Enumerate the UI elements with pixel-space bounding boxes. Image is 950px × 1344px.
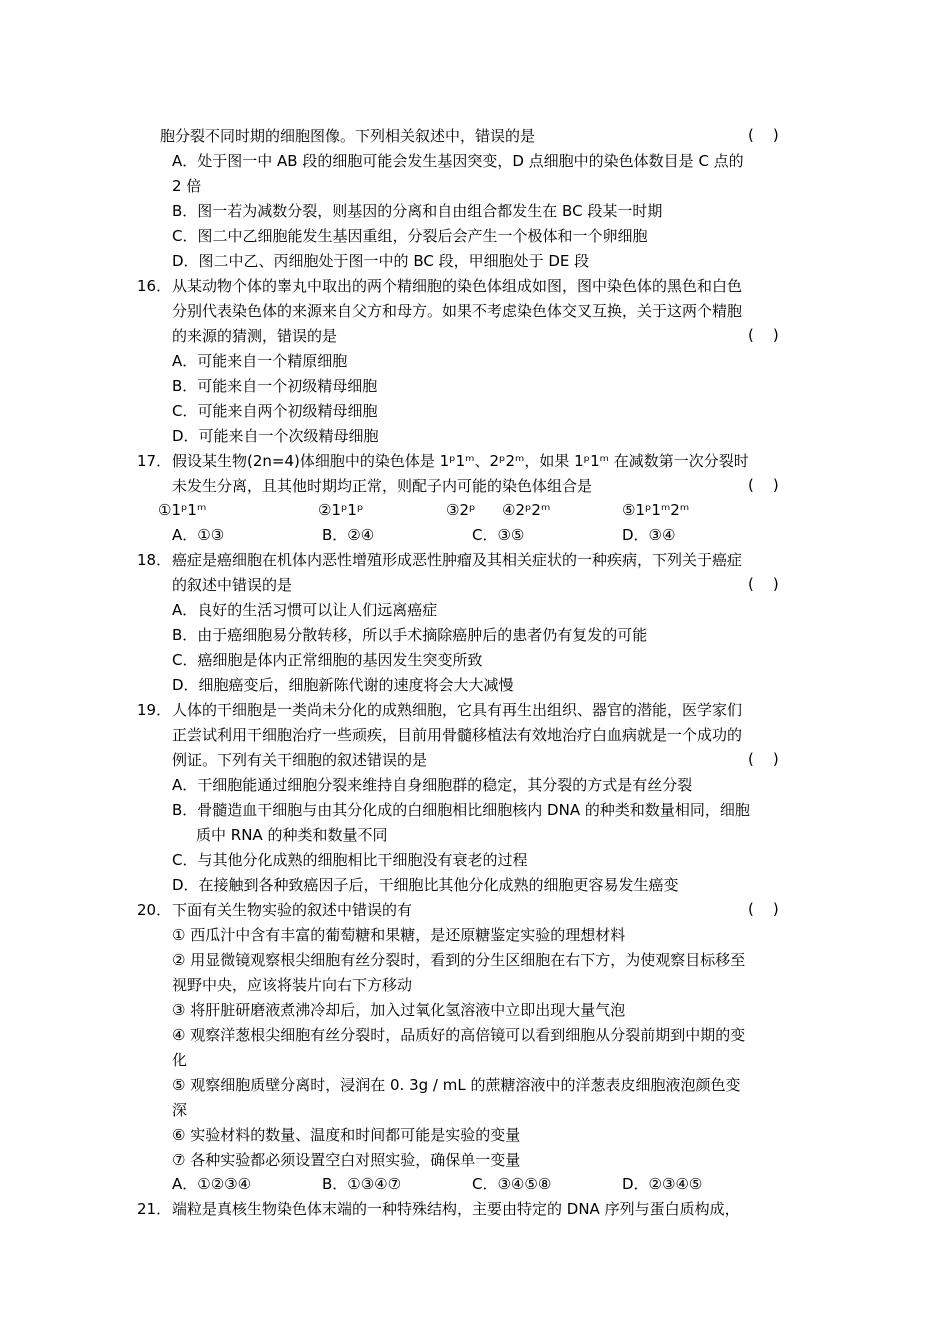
q17-choice-3: ③2ᵖ: [446, 501, 476, 519]
q19-stem-1: 人体的干细胞是一类尚未分化的成熟细胞，它具有再生出组织、器官的潜能，医学家们: [172, 701, 743, 719]
q18-option-c: C．癌细胞是体内正常细胞的基因发生突变所致: [172, 651, 483, 669]
q20-item-4: ④ 观察洋葱根尖细胞有丝分裂时，品质好的高倍镜可以看到细胞从分裂前期到中期的变: [172, 1026, 746, 1044]
q16-stem-1: 从某动物个体的睾丸中取出的两个精细胞的染色体组成如图，图中染色体的黑色和白色: [172, 277, 743, 295]
q20-item-7: ⑦ 各种实验都必须设置空白对照实验，确保单一变量: [172, 1151, 521, 1169]
q19-option-a: A．干细胞能通过细胞分裂来维持自身细胞群的稳定，其分裂的方式是有丝分裂: [172, 776, 693, 794]
q17-stem-2: 未发生分离，且其他时期均正常，则配子内可能的染色体组合是: [172, 477, 593, 495]
q17-option-c: C．③⑤: [472, 526, 525, 544]
q17-choice-1: ①1ᵖ1ᵐ: [158, 501, 207, 519]
q19-option-d: D．在接触到各种致癌因子后，干细胞比其他分化成熟的细胞更容易发生癌变: [172, 876, 679, 894]
q17-stem-1: 假设某生物(2n=4)体细胞中的染色体是 1ᵖ1ᵐ、2ᵖ2ᵐ，如果 1ᵖ1ᵐ 在减数第一次分裂时: [172, 452, 749, 470]
q19-answer-paren: ( ): [748, 750, 779, 768]
q18-option-d: D．细胞癌变后，细胞新陈代谢的速度将会大大减慢: [172, 676, 514, 694]
q16-option-b: B．可能来自一个初级精母细胞: [172, 377, 378, 395]
q15-answer-paren: ( ): [748, 126, 779, 144]
q19-stem-2: 正尝试利用干细胞治疗一些顽疾，目前用骨髓移植法有效地治疗白血病就是一个成功的: [172, 726, 743, 744]
q18-stem-1: 癌症是癌细胞在机体内恶性增殖形成恶性肿瘤及其相关症状的一种疾病，下列关于癌症: [172, 551, 743, 569]
q20-item-6: ⑥ 实验材料的数量、温度和时间都可能是实验的变量: [172, 1126, 521, 1144]
q17-option-b: B．②④: [322, 526, 375, 544]
q15-option-c: C．图二中乙细胞能发生基因重组，分裂后会产生一个极体和一个卵细胞: [172, 227, 648, 245]
q17-choice-5: ⑤1ᵖ1ᵐ2ᵐ: [622, 501, 690, 519]
q16-number: 16．: [137, 277, 172, 295]
q17-option-a: A．①③: [172, 526, 225, 544]
q19-option-c: C．与其他分化成熟的细胞相比干细胞没有衰老的过程: [172, 851, 528, 869]
q17-option-d: D．③④: [622, 526, 676, 544]
q18-answer-paren: ( ): [748, 575, 779, 593]
q20-answer-paren: ( ): [748, 900, 779, 918]
q15-option-a-cont: 2 倍: [172, 177, 202, 195]
q20-item-5-cont: 深: [172, 1101, 188, 1119]
q20-option-c: C．③④⑤⑧: [472, 1175, 552, 1193]
q17-number: 17．: [137, 452, 172, 470]
q16-option-a: A．可能来自一个精原细胞: [172, 352, 348, 370]
q20-item-2: ② 用显微镜观察根尖细胞有丝分裂时，看到的分生区细胞在右下方，为使观察目标移至: [172, 951, 746, 969]
q18-number: 18．: [137, 551, 172, 569]
q19-option-b: B．骨髓造血干细胞与由其分化成的白细胞相比细胞核内 DNA 的种类和数量相同，细胞: [172, 801, 750, 819]
q20-item-4-cont: 化: [172, 1051, 188, 1069]
q18-option-a: A．良好的生活习惯可以让人们远离癌症: [172, 601, 438, 619]
q20-option-b: B．①③④⑦: [322, 1175, 402, 1193]
q18-stem-2: 的叙述中错误的是: [172, 576, 293, 594]
q21-stem-1: 端粒是真核生物染色体末端的一种特殊结构，主要由特定的 DNA 序列与蛋白质构成，: [172, 1200, 740, 1218]
q16-option-d: D．可能来自一个次级精母细胞: [172, 427, 379, 445]
q19-stem-3: 例证。下列有关干细胞的叙述错误的是: [172, 751, 428, 769]
q15-stem: 胞分裂不同时期的细胞图像。下列相关叙述中，错误的是: [160, 127, 536, 145]
q18-option-b: B．由于癌细胞易分散转移，所以手术摘除癌肿后的患者仍有复发的可能: [172, 626, 648, 644]
q17-answer-paren: ( ): [748, 476, 779, 494]
q16-stem-3: 的来源的猜测，错误的是: [172, 327, 338, 345]
q20-option-a: A．①②③④: [172, 1175, 252, 1193]
q20-number: 20．: [137, 901, 172, 919]
q15-option-d: D．图二中乙、丙细胞处于图一中的 BC 段，甲细胞处于 DE 段: [172, 252, 590, 270]
q17-choice-2: ②1ᵖ1ᵖ: [318, 501, 364, 519]
q20-stem: 下面有关生物实验的叙述中错误的有: [172, 901, 413, 919]
q20-item-3: ③ 将肝脏研磨液煮沸冷却后，加入过氧化氢溶液中立即出现大量气泡: [172, 1001, 626, 1019]
q20-item-1: ① 西瓜汁中含有丰富的葡萄糖和果糖，是还原糖鉴定实验的理想材料: [172, 926, 626, 944]
q16-answer-paren: ( ): [748, 326, 779, 344]
q20-item-5: ⑤ 观察细胞质壁分离时，浸润在 0. 3g / mL 的蔗糖溶液中的洋葱表皮细胞液泡颜色变: [172, 1076, 741, 1094]
q19-option-b-cont: 质中 RNA 的种类和数量不同: [196, 826, 388, 844]
q15-option-a: A．处于图一中 AB 段的细胞可能会发生基因突变，D 点细胞中的染色体数目是 C 点的: [172, 152, 744, 170]
q20-option-d: D．②③④⑤: [622, 1175, 703, 1193]
q17-choice-4: ④2ᵖ2ᵐ: [502, 501, 551, 519]
q19-number: 19．: [137, 701, 172, 719]
q21-number: 21．: [137, 1200, 172, 1218]
q16-option-c: C．可能来自两个初级精母细胞: [172, 402, 378, 420]
q16-stem-2: 分别代表染色体的来源来自父方和母方。如果不考虑染色体交叉互换，关于这两个精胞: [172, 302, 743, 320]
q20-item-2-cont: 视野中央，应该将装片向右下方移动: [172, 976, 413, 994]
q15-option-b: B．图一若为减数分裂，则基因的分离和自由组合都发生在 BC 段某一时期: [172, 202, 663, 220]
